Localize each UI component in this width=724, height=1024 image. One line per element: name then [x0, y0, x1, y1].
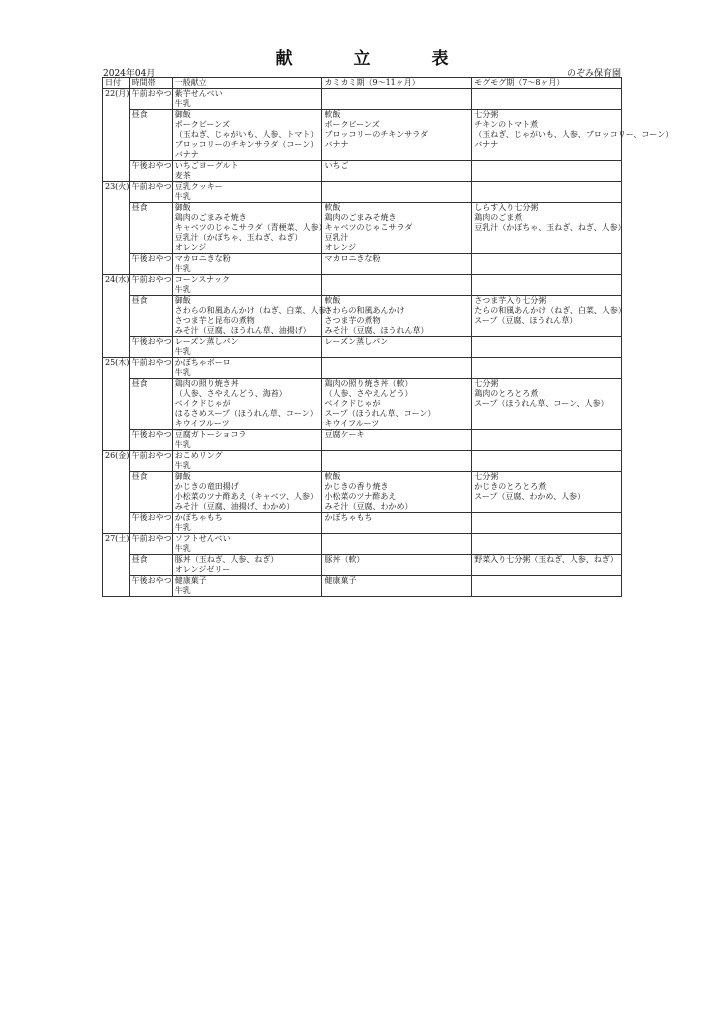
- kamikami-menu-line: 軟飯: [324, 472, 341, 481]
- day-cell: 25(木): [103, 358, 130, 451]
- mogumogu-menu-line: たらの和風あんかけ（ねぎ、白菜、人参）: [474, 306, 626, 315]
- menu-row-lunch: [103, 203, 622, 254]
- time-slot-cell: 午前おやつ: [129, 182, 172, 203]
- kamikami-menu-cell: [322, 182, 472, 203]
- time-slot-cell: 午前おやつ: [129, 534, 172, 555]
- time-slot-cell: 昼食: [129, 110, 172, 161]
- time-slot-cell: 午後おやつ: [129, 513, 172, 534]
- general-menu-line: ポークビーンズ: [174, 120, 231, 129]
- mogumogu-menu-line: 七分粥: [474, 110, 499, 119]
- general-menu-line: （人参、さやえんどう、海苔）: [174, 389, 287, 398]
- kamikami-menu-cell: [322, 203, 472, 254]
- general-menu-line: 牛乳: [174, 347, 191, 356]
- mogumogu-menu-line: スープ（豆腐、ほうれん草）: [474, 316, 578, 325]
- general-menu-line: 御飯: [174, 296, 191, 305]
- general-menu-line: 御飯: [174, 472, 191, 481]
- mogumogu-menu-cell: [472, 275, 622, 296]
- mogumogu-menu-cell: [472, 379, 622, 430]
- general-menu-cell: [172, 275, 322, 296]
- general-menu-line: 鶏肉のごまみそ焼き: [174, 213, 247, 222]
- time-slot-cell: 午後おやつ: [129, 337, 172, 358]
- mogumogu-menu-cell: [472, 203, 626, 254]
- mogumogu-menu-line: バナナ: [474, 140, 499, 149]
- kamikami-menu-line: 軟飯: [324, 110, 341, 119]
- menu-row-am-snack: [103, 451, 622, 472]
- mogumogu-menu-cell: [472, 296, 626, 337]
- mogumogu-menu-cell: [472, 337, 622, 358]
- general-menu-cell: [172, 379, 322, 430]
- general-menu-line: キウイフルーツ: [174, 419, 230, 428]
- menu-row-pm-snack: [103, 430, 622, 451]
- mogumogu-menu-line: 七分粥: [474, 379, 499, 388]
- general-menu-line: 御飯: [174, 110, 191, 119]
- mogumogu-menu-cell: [472, 89, 622, 110]
- day-cell: 22(月): [103, 89, 130, 182]
- menu-row-pm-snack: [103, 161, 622, 182]
- time-slot-cell: 昼食: [129, 203, 172, 254]
- day-cell: 23(火): [103, 182, 130, 275]
- general-menu-line: いちごヨーグルト: [174, 161, 239, 170]
- mogumogu-menu-cell: [472, 358, 622, 379]
- page-title: 献 立 表: [275, 49, 471, 69]
- mogumogu-menu-cell: [472, 451, 622, 472]
- kamikami-menu-cell: [322, 534, 472, 555]
- mogumogu-menu-line: さつま芋入り七分粥: [474, 296, 547, 305]
- header-date: 日付: [103, 78, 130, 89]
- kamikami-menu-cell: [322, 555, 472, 576]
- kamikami-menu-cell: [322, 254, 472, 275]
- general-menu-line: オレンジ: [174, 243, 207, 252]
- school-name: のぞみ保育園: [566, 69, 621, 79]
- kamikami-menu-line: ブロッコリーのチキンサラダ: [324, 130, 429, 139]
- kamikami-menu-line: キウイフルーツ: [324, 419, 380, 428]
- kamikami-menu-cell: [322, 379, 472, 430]
- mogumogu-menu-line: 豆乳汁（かぼちゃ、玉ねぎ、ねぎ、人参）: [474, 223, 626, 232]
- mogumogu-menu-cell: [472, 534, 622, 555]
- menu-row-am-snack: [103, 358, 622, 379]
- menu-row-am-snack: [103, 275, 622, 296]
- general-menu-line: マカロニきな粉: [174, 254, 231, 263]
- general-menu-cell: [172, 254, 322, 275]
- mogumogu-menu-cell: [472, 110, 674, 161]
- kamikami-menu-line: 鶏肉のごまみそ焼き: [324, 213, 397, 222]
- kamikami-menu-cell: [322, 513, 472, 534]
- general-menu-line: ソフトせんべい: [174, 534, 231, 543]
- time-slot-cell: 午前おやつ: [129, 275, 172, 296]
- general-menu-cell: [172, 430, 322, 451]
- kamikami-menu-line: 豆乳汁: [324, 233, 349, 242]
- general-menu-cell: [172, 576, 322, 597]
- kamikami-menu-line: 小松菜のツナ酢あえ: [324, 492, 397, 501]
- kamikami-menu-line: 軟飯: [324, 296, 341, 305]
- mogumogu-menu-line: 鶏肉のごま煮: [474, 213, 523, 222]
- general-menu-line: 豆乳汁（かぼちゃ、玉ねぎ、ねぎ）: [174, 233, 303, 242]
- menu-table: [102, 77, 674, 597]
- mogumogu-menu-line: チキンのトマト煮: [474, 120, 539, 129]
- general-menu-line: 鶏肉の照り焼き丼: [174, 379, 239, 388]
- general-menu-cell: [172, 358, 322, 379]
- menu-row-pm-snack: [103, 254, 622, 275]
- menu-row-am-snack: [103, 89, 622, 110]
- general-menu-cell: [172, 472, 322, 513]
- day-cell: 24(水): [103, 275, 130, 358]
- kamikami-menu-cell: [322, 275, 472, 296]
- kamikami-menu-line: 軟飯: [324, 203, 341, 212]
- kamikami-menu-cell: [322, 576, 472, 597]
- menu-row-lunch: [103, 472, 622, 513]
- general-menu-line: 麦茶: [174, 171, 191, 180]
- general-menu-cell: [172, 513, 322, 534]
- time-slot-cell: 午後おやつ: [129, 161, 172, 182]
- kamikami-menu-line: キャベツのじゃこサラダ: [324, 223, 413, 232]
- menu-month: 2024年04月: [103, 69, 156, 79]
- general-menu-line: 小松菜のツナ酢あえ（キャベツ、人参）: [174, 492, 319, 501]
- header-kamikami: カミカミ期（9～11ヶ月）: [322, 78, 472, 89]
- mogumogu-menu-line: 野菜入り七分粥（玉ねぎ、人参、ねぎ）: [474, 555, 618, 564]
- header-mogumogu: モグモグ期（7～8ヶ月）: [472, 78, 622, 89]
- menu-body: [103, 89, 674, 597]
- general-menu-line: ベイクドじゃが: [174, 399, 231, 408]
- kamikami-menu-line: みそ汁（豆腐、ほうれん草）: [324, 326, 429, 335]
- general-menu-line: 御飯: [174, 203, 191, 212]
- menu-row-lunch: [103, 296, 622, 337]
- kamikami-menu-line: さつま芋の煮物: [324, 316, 381, 325]
- mogumogu-menu-line: しらす入り七分粥: [474, 203, 539, 212]
- general-menu-line: かぼちゃボーロ: [174, 358, 231, 367]
- mogumogu-menu-cell: [472, 472, 622, 513]
- mogumogu-menu-cell: [472, 430, 622, 451]
- kamikami-menu-line: 健康菓子: [324, 576, 357, 585]
- general-menu-line: 豆乳クッキー: [174, 182, 223, 191]
- day-cell: 26(金): [103, 451, 130, 534]
- general-menu-line: キャベツのじゃこサラダ（青梗菜、人参）: [174, 223, 327, 232]
- kamikami-menu-line: ポークビーンズ: [324, 120, 380, 129]
- kamikami-menu-cell: [322, 161, 472, 182]
- kamikami-menu-line: オレンジ: [324, 243, 357, 252]
- kamikami-menu-cell: [322, 472, 472, 513]
- mogumogu-menu-line: かじきのとろとろ煮: [474, 482, 547, 491]
- kamikami-menu-cell: [322, 89, 472, 110]
- kamikami-menu-cell: [322, 110, 472, 161]
- general-menu-line: 健康菓子: [174, 576, 207, 585]
- kamikami-menu-line: スープ（ほうれん草、コーン）: [324, 409, 436, 418]
- general-menu-line: 牛乳: [174, 192, 191, 201]
- general-menu-line: 牛乳: [174, 368, 191, 377]
- general-menu-line: 牛乳: [174, 523, 191, 532]
- kamikami-menu-line: いちご: [324, 161, 349, 170]
- kamikami-menu-line: かじきの香り焼き: [324, 482, 389, 491]
- menu-row-lunch: [103, 110, 622, 161]
- general-menu-line: オレンジゼリー: [174, 565, 231, 574]
- header-time: 時間帯: [129, 78, 172, 89]
- mogumogu-menu-cell: [472, 555, 622, 576]
- mogumogu-menu-cell: [472, 513, 622, 534]
- time-slot-cell: 午前おやつ: [129, 358, 172, 379]
- time-slot-cell: 昼食: [129, 555, 172, 576]
- general-menu-cell: [172, 203, 327, 254]
- time-slot-cell: 午後おやつ: [129, 254, 172, 275]
- kamikami-menu-cell: [322, 451, 472, 472]
- general-menu-line: 牛乳: [174, 285, 191, 294]
- kamikami-menu-line: ベイクドじゃが: [324, 399, 381, 408]
- general-menu-cell: [172, 182, 322, 203]
- time-slot-cell: 昼食: [129, 472, 172, 513]
- general-menu-line: 牛乳: [174, 586, 191, 595]
- general-menu-line: さつま芋と昆布の煮物: [174, 316, 255, 325]
- general-menu-line: みそ汁（豆腐、ほうれん草、油揚げ）: [174, 326, 311, 335]
- mogumogu-menu-line: スープ（ほうれん草、コーン、人参）: [474, 399, 609, 408]
- general-menu-cell: [172, 555, 322, 576]
- mogumogu-menu-cell: [472, 161, 622, 182]
- kamikami-menu-cell: [322, 296, 472, 337]
- menu-row-pm-snack: [103, 576, 622, 597]
- kamikami-menu-line: かぼちゃもち: [324, 513, 373, 522]
- header-general: 一般献立: [172, 78, 322, 89]
- general-menu-line: かぼちゃもち: [174, 513, 223, 522]
- kamikami-menu-line: 豚丼（軟）: [324, 555, 365, 564]
- mogumogu-menu-line: スープ（豆腐、わかめ、人参）: [474, 492, 586, 501]
- time-slot-cell: 午前おやつ: [129, 451, 172, 472]
- kamikami-menu-line: レーズン蒸しパン: [324, 337, 389, 346]
- time-slot-cell: 午後おやつ: [129, 430, 172, 451]
- general-menu-line: さわらの和風あんかけ（ねぎ、白菜、人参）: [174, 306, 335, 315]
- kamikami-menu-line: バナナ: [324, 140, 349, 149]
- kamikami-menu-cell: [322, 430, 472, 451]
- general-menu-line: 豚丼（玉ねぎ、人参、ねぎ）: [174, 555, 279, 564]
- time-slot-cell: 午前おやつ: [129, 89, 172, 110]
- kamikami-menu-line: みそ汁（豆腐、わかめ）: [324, 502, 413, 511]
- general-menu-line: 牛乳: [174, 461, 191, 470]
- kamikami-menu-line: （人参、さやえんどう）: [324, 389, 413, 398]
- menu-row-lunch: [103, 555, 622, 576]
- general-menu-line: 牛乳: [174, 440, 191, 449]
- time-slot-cell: 昼食: [129, 379, 172, 430]
- kamikami-menu-cell: [322, 358, 472, 379]
- general-menu-line: コーンスナック: [174, 275, 231, 284]
- kamikami-menu-cell: [322, 337, 472, 358]
- menu-row-am-snack: [103, 182, 622, 203]
- general-menu-cell: [172, 451, 322, 472]
- menu-row-lunch: [103, 379, 622, 430]
- mogumogu-menu-cell: [472, 254, 622, 275]
- general-menu-line: みそ汁（豆腐、油揚げ、わかめ）: [174, 502, 295, 511]
- day-cell: 27(土): [103, 534, 130, 597]
- general-menu-line: かじきの竜田揚げ: [174, 482, 239, 491]
- kamikami-menu-line: 豆腐ケーキ: [324, 430, 365, 439]
- time-slot-cell: 昼食: [129, 296, 172, 337]
- general-menu-line: 牛乳: [174, 544, 191, 553]
- general-menu-cell: [172, 110, 322, 161]
- mogumogu-menu-cell: [472, 576, 622, 597]
- general-menu-line: 牛乳: [174, 99, 191, 108]
- general-menu-line: ブロッコリーのチキンサラダ（コーン）: [174, 140, 319, 149]
- general-menu-line: 牛乳: [174, 264, 191, 273]
- mogumogu-menu-line: 七分粥: [474, 472, 499, 481]
- general-menu-line: 豆腐ガトーショコラ: [174, 430, 247, 439]
- general-menu-line: おこめリング: [174, 451, 223, 460]
- time-slot-cell: 午後おやつ: [129, 576, 172, 597]
- kamikami-menu-line: 鶏肉の照り焼き丼（軟）: [324, 379, 413, 388]
- general-menu-cell: [172, 161, 322, 182]
- header-row: [103, 78, 622, 89]
- general-menu-line: レーズン蒸しパン: [174, 337, 239, 346]
- general-menu-cell: [172, 534, 322, 555]
- menu-row-pm-snack: [103, 337, 622, 358]
- general-menu-line: 紫芋せんべい: [174, 89, 223, 98]
- mogumogu-menu-line: 鶏肉のとろとろ煮: [474, 389, 539, 398]
- mogumogu-menu-line: （玉ねぎ、じゃがいも、人参、ブロッコリー、コーン）: [474, 130, 674, 139]
- general-menu-line: バナナ: [174, 150, 199, 159]
- general-menu-cell: [172, 89, 322, 110]
- kamikami-menu-line: さわらの和風あんかけ: [324, 306, 405, 315]
- general-menu-cell: [172, 337, 322, 358]
- general-menu-line: はるさめスープ（ほうれん草、コーン）: [174, 409, 318, 418]
- general-menu-line: （玉ねぎ、じゃがいも、人参、トマト）: [174, 130, 319, 139]
- menu-row-pm-snack: [103, 513, 622, 534]
- mogumogu-menu-cell: [472, 182, 622, 203]
- menu-row-am-snack: [103, 534, 622, 555]
- kamikami-menu-line: マカロニきな粉: [324, 254, 381, 263]
